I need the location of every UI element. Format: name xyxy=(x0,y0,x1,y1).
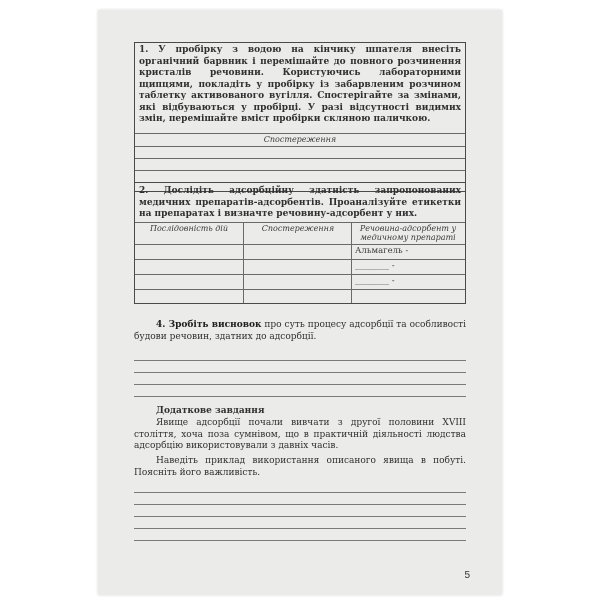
answer-line[interactable] xyxy=(134,492,466,493)
table-rule xyxy=(135,133,465,134)
column-header-actions: Послідовність дій xyxy=(149,224,229,233)
task4-rest: про суть процесу адсорбції та особливості будови речовин, здатних до адсорбції. xyxy=(134,320,466,342)
cell-blank-1: ________ - xyxy=(355,261,395,271)
cell-almagel: Альмагель - xyxy=(355,246,409,256)
table-rule xyxy=(135,170,465,171)
table-rule xyxy=(135,146,465,147)
observations-header: Спостереження xyxy=(263,135,337,144)
table-rule xyxy=(135,274,465,275)
table-rule xyxy=(135,222,465,223)
table-rule xyxy=(135,158,465,159)
answer-line[interactable] xyxy=(134,384,466,385)
column-header-observations: Спостереження xyxy=(261,224,335,233)
extra-para1: Явище адсорбції почали вивчати з другої половини XVIII століття, хоча поза сумнівом, що в практичній діяльності людства адсорбцію використовували з давніх часів. xyxy=(134,418,466,451)
answer-line[interactable] xyxy=(134,396,466,397)
extra-title: Додаткове завдання xyxy=(156,406,265,416)
table-vline xyxy=(351,222,352,303)
table-rule xyxy=(135,244,465,245)
workbook-page xyxy=(98,10,502,595)
answer-line[interactable] xyxy=(134,516,466,517)
task2-box xyxy=(134,182,466,304)
answer-line[interactable] xyxy=(134,540,466,541)
answer-line[interactable] xyxy=(134,360,466,361)
answer-line[interactable] xyxy=(134,504,466,505)
column-header-adsorbent: Речовина-адсорбент у медичному препараті xyxy=(359,224,457,242)
task2-text: 2. Дослідіть адсорбційну здатність запропонованих медичних препаратів-адсорбентів. Проаналізуйте етикетки на препаратах і визначте речовину-адсорбент у них. xyxy=(139,186,461,219)
answer-line[interactable] xyxy=(134,372,466,373)
task4-text xyxy=(134,320,466,343)
answer-line[interactable] xyxy=(134,528,466,529)
table-rule xyxy=(135,259,465,260)
task1-box xyxy=(134,42,466,192)
task4-lead: 4. Зробіть висновок xyxy=(156,320,262,330)
page-number: 5 xyxy=(464,570,470,581)
table-vline xyxy=(243,222,244,303)
extra-para2: Наведіть приклад використання описаного явища в побуті. Поясніть його важливість. xyxy=(134,456,466,478)
cell-blank-2: ________ - xyxy=(355,276,395,286)
task1-text: 1. У пробірку з водою на кінчику шпателя внесіть органічний барвник і перемішайте до повного розчинення кристалів речовини. Користуючись лабораторними щипцями, покладіть у пробірку із забарвленим розчином таблетку активованого вугілля. Спостерігайте за змінами, які відбуваються у пробірці. У разі відсутності видимих змін, перемішайте вміст пробірки скляною паличкою. xyxy=(139,45,461,124)
table-rule xyxy=(135,289,465,290)
